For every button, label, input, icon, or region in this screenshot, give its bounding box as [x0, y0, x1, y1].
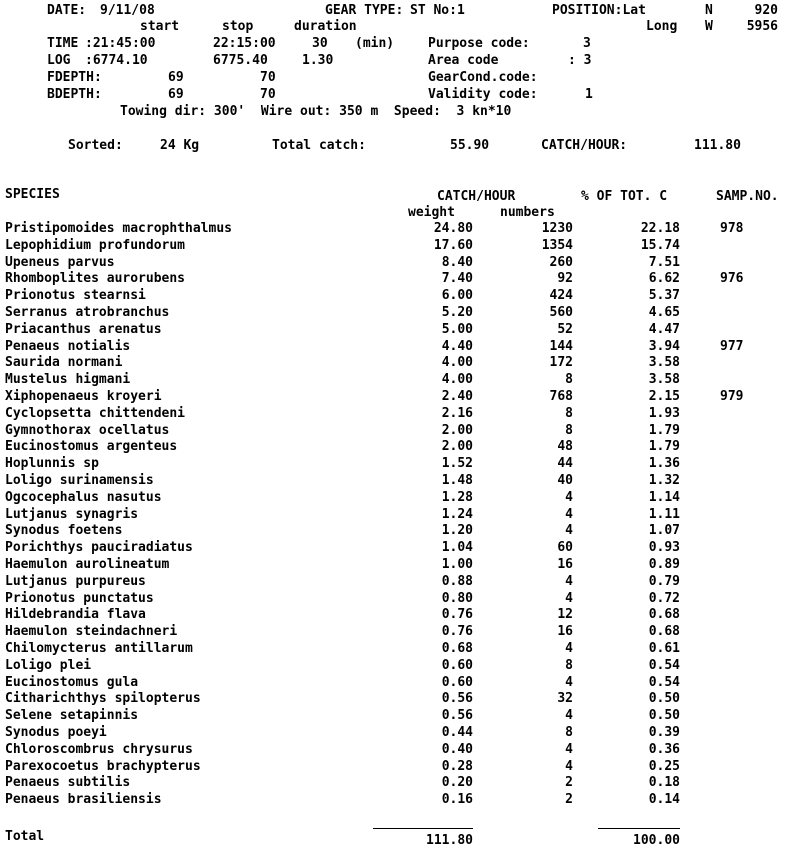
weight-header: weight: [408, 205, 455, 220]
weight-value: 0.60: [441, 675, 473, 690]
percent-value: 2.15: [648, 389, 680, 404]
weight-value: 2.00: [441, 439, 473, 454]
fdepth-stop: 70: [260, 70, 276, 85]
species-name: Haemulon aurolineatum: [5, 557, 170, 572]
percent-value: 0.61: [648, 641, 680, 656]
percent-value: 1.79: [648, 423, 680, 438]
percent-value: 0.89: [648, 557, 680, 572]
date-label: DATE:: [47, 3, 87, 18]
species-name: Mustelus higmani: [5, 372, 131, 387]
species-name: Porichthys pauciradiatus: [5, 540, 193, 555]
total-percent: 100.00: [633, 833, 680, 848]
species-name: Rhomboplites aurorubens: [5, 271, 186, 286]
percent-value: 1.36: [648, 456, 680, 471]
percent-value: 5.37: [648, 288, 680, 303]
percent-value: 0.68: [648, 607, 680, 622]
species-name: Synodus foetens: [5, 523, 123, 538]
species-name: Prionotus punctatus: [5, 591, 154, 606]
percent-value: 6.62: [648, 271, 680, 286]
weight-value: 1.04: [441, 540, 473, 555]
weight-value: 0.76: [441, 624, 473, 639]
towing-line: Towing dir: 300' Wire out: 350 m Speed: 3 kn*10: [120, 104, 512, 119]
weight-value: 0.76: [441, 607, 473, 622]
numbers-value: 32: [557, 691, 573, 706]
percent-value: 3.94: [648, 339, 680, 354]
weight-value: 24.80: [433, 221, 473, 236]
species-name: Loligo surinamensis: [5, 473, 154, 488]
sorted-label: Sorted:: [68, 138, 123, 153]
log-stop: 6775.40: [213, 53, 268, 68]
weight-value: 2.40: [441, 389, 473, 404]
weight-value: 0.40: [441, 742, 473, 757]
numbers-value: 16: [557, 624, 573, 639]
weight-total-rule: [373, 828, 473, 829]
species-name: Lepophidium profundorum: [5, 238, 186, 253]
time-duration: 30: [312, 36, 328, 51]
numbers-value: 4: [565, 507, 573, 522]
numbers-value: 2: [565, 792, 573, 807]
gear-value: ST No:1: [410, 3, 465, 18]
percent-value: 0.79: [648, 574, 680, 589]
numbers-value: 16: [557, 557, 573, 572]
numbers-value: 44: [557, 456, 573, 471]
bdepth-start: 69: [168, 87, 184, 102]
numbers-value: 144: [549, 339, 573, 354]
species-name: Upeneus parvus: [5, 255, 115, 270]
species-name: Synodus poeyi: [5, 725, 107, 740]
percent-total-rule: [598, 828, 680, 829]
species-name: Saurida normani: [5, 355, 123, 370]
species-name: Cyclopsetta chittendeni: [5, 406, 186, 421]
weight-value: 1.20: [441, 523, 473, 538]
total-catch-value: 55.90: [450, 138, 490, 153]
species-name: Penaeus subtilis: [5, 775, 131, 790]
weight-value: 6.00: [441, 288, 473, 303]
percent-value: 1.32: [648, 473, 680, 488]
percent-value: 1.93: [648, 406, 680, 421]
numbers-value: 12: [557, 607, 573, 622]
percent-value: 0.25: [648, 759, 680, 774]
species-name: Ogcocephalus nasutus: [5, 490, 162, 505]
weight-value: 1.28: [441, 490, 473, 505]
numbers-value: 4: [565, 742, 573, 757]
numbers-value: 8: [565, 423, 573, 438]
percent-value: 22.18: [640, 221, 680, 236]
sample-number: 978: [720, 221, 744, 236]
weight-value: 4.00: [441, 355, 473, 370]
long-value: 5956: [746, 19, 778, 34]
gearcond-label: GearCond.code:: [428, 70, 538, 85]
numbers-value: 60: [557, 540, 573, 555]
col-duration-label: duration: [294, 19, 357, 34]
percent-value: 1.79: [648, 439, 680, 454]
weight-value: 2.16: [441, 406, 473, 421]
percent-value: 3.58: [648, 372, 680, 387]
percent-value: 3.58: [648, 355, 680, 370]
percent-value: 0.36: [648, 742, 680, 757]
species-name: Gymnothorax ocellatus: [5, 423, 170, 438]
weight-value: 1.24: [441, 507, 473, 522]
sample-number: 976: [720, 271, 744, 286]
fdepth-label: FDEPTH:: [47, 70, 102, 85]
weight-value: 0.28: [441, 759, 473, 774]
numbers-value: 1354: [541, 238, 573, 253]
weight-value: 1.48: [441, 473, 473, 488]
numbers-value: 8: [565, 372, 573, 387]
purpose-label: Purpose code:: [428, 36, 530, 51]
numbers-value: 260: [549, 255, 573, 270]
species-name: Parexocoetus brachypterus: [5, 759, 201, 774]
numbers-value: 768: [549, 389, 573, 404]
percent-value: 0.54: [648, 675, 680, 690]
long-label: Long: [646, 19, 678, 34]
percent-value: 0.54: [648, 658, 680, 673]
numbers-value: 4: [565, 708, 573, 723]
species-name: Citharichthys spilopterus: [5, 691, 201, 706]
col-start-label: start: [140, 19, 180, 34]
species-name: Lutjanus synagris: [5, 507, 139, 522]
log-duration: 1.30: [302, 53, 334, 68]
purpose-value: 3: [583, 36, 591, 51]
log-start: :6774.10: [85, 53, 148, 68]
species-name: Pristipomoides macrophthalmus: [5, 221, 232, 236]
weight-value: 1.52: [441, 456, 473, 471]
position-label: POSITION:Lat: [552, 3, 646, 18]
weight-value: 5.20: [441, 305, 473, 320]
numbers-value: 48: [557, 439, 573, 454]
area-label: Area code: [428, 53, 499, 68]
lat-dir: N: [705, 3, 713, 18]
total-catch-label: Total catch:: [272, 138, 366, 153]
species-name: Hildebrandia flava: [5, 607, 146, 622]
col-stop-label: stop: [222, 19, 254, 34]
percent-value: 0.50: [648, 708, 680, 723]
percent-value: 1.11: [648, 507, 680, 522]
percent-value: 0.18: [648, 775, 680, 790]
percent-value: 15.74: [640, 238, 680, 253]
catch-per-hour-header: CATCH/HOUR: [437, 189, 516, 204]
sample-number-header: SAMP.NO.: [716, 189, 779, 204]
percent-value: 0.68: [648, 624, 680, 639]
numbers-value: 8: [565, 658, 573, 673]
percent-value: 4.65: [648, 305, 680, 320]
numbers-value: 40: [557, 473, 573, 488]
weight-value: 8.40: [441, 255, 473, 270]
species-name: Penaeus brasiliensis: [5, 792, 162, 807]
long-dir: W: [705, 19, 713, 34]
numbers-value: 8: [565, 406, 573, 421]
weight-value: 2.00: [441, 423, 473, 438]
species-name: Hoplunnis sp: [5, 456, 99, 471]
time-unit: (min): [355, 36, 395, 51]
percent-value: 0.39: [648, 725, 680, 740]
total-weight: 111.80: [426, 833, 473, 848]
weight-value: 0.80: [441, 591, 473, 606]
validity-value: 1: [585, 87, 593, 102]
numbers-value: 424: [549, 288, 573, 303]
percent-total-header: % OF TOT. C: [581, 189, 668, 204]
weight-value: 7.40: [441, 271, 473, 286]
weight-value: 0.68: [441, 641, 473, 656]
numbers-value: 4: [565, 591, 573, 606]
species-column-header: SPECIES: [5, 187, 60, 202]
percent-value: 1.07: [648, 523, 680, 538]
species-name: Eucinostomus argenteus: [5, 439, 178, 454]
weight-value: 0.56: [441, 708, 473, 723]
fdepth-start: 69: [168, 70, 184, 85]
numbers-header: numbers: [500, 205, 555, 220]
sorted-value: 24 Kg: [160, 138, 200, 153]
numbers-value: 4: [565, 490, 573, 505]
weight-value: 4.00: [441, 372, 473, 387]
percent-value: 0.50: [648, 691, 680, 706]
sample-number: 979: [720, 389, 744, 404]
time-label: TIME: [47, 36, 79, 51]
numbers-value: 172: [549, 355, 573, 370]
weight-value: 0.44: [441, 725, 473, 740]
numbers-value: 8: [565, 725, 573, 740]
date-value: 9/11/08: [100, 3, 155, 18]
numbers-value: 92: [557, 271, 573, 286]
species-name: Lutjanus purpureus: [5, 574, 146, 589]
weight-value: 0.16: [441, 792, 473, 807]
species-name: Haemulon steindachneri: [5, 624, 178, 639]
catch-per-hour-label: CATCH/HOUR:: [541, 138, 628, 153]
percent-value: 0.72: [648, 591, 680, 606]
numbers-value: 2: [565, 775, 573, 790]
numbers-value: 52: [557, 322, 573, 337]
time-stop: 22:15:00: [213, 36, 276, 51]
bdepth-stop: 70: [260, 87, 276, 102]
species-name: Chilomycterus antillarum: [5, 641, 193, 656]
validity-label: Validity code:: [428, 87, 538, 102]
percent-value: 7.51: [648, 255, 680, 270]
weight-value: 1.00: [441, 557, 473, 572]
percent-value: 1.14: [648, 490, 680, 505]
weight-value: 4.40: [441, 339, 473, 354]
catch-per-hour-value: 111.80: [694, 138, 741, 153]
total-label: Total: [5, 829, 45, 844]
gear-label: GEAR TYPE:: [325, 3, 404, 18]
weight-value: 0.88: [441, 574, 473, 589]
numbers-value: 560: [549, 305, 573, 320]
weight-value: 0.60: [441, 658, 473, 673]
numbers-value: 1230: [541, 221, 573, 236]
species-name: Loligo plei: [5, 658, 92, 673]
species-name: Priacanthus arenatus: [5, 322, 162, 337]
numbers-value: 4: [565, 675, 573, 690]
weight-value: 0.56: [441, 691, 473, 706]
lat-value: 920: [754, 3, 778, 18]
percent-value: 4.47: [648, 322, 680, 337]
species-name: Prionotus stearnsi: [5, 288, 146, 303]
time-start: :21:45:00: [85, 36, 156, 51]
numbers-value: 4: [565, 574, 573, 589]
weight-value: 0.20: [441, 775, 473, 790]
species-name: Penaeus notialis: [5, 339, 131, 354]
species-name: Selene setapinnis: [5, 708, 139, 723]
percent-value: 0.14: [648, 792, 680, 807]
weight-value: 5.00: [441, 322, 473, 337]
bdepth-label: BDEPTH:: [47, 87, 102, 102]
weight-value: 17.60: [433, 238, 473, 253]
species-name: Chloroscombrus chrysurus: [5, 742, 193, 757]
numbers-value: 4: [565, 523, 573, 538]
log-label: LOG: [47, 53, 71, 68]
area-value: : 3: [568, 53, 592, 68]
sample-number: 977: [720, 339, 744, 354]
species-name: Serranus atrobranchus: [5, 305, 170, 320]
percent-value: 0.93: [648, 540, 680, 555]
numbers-value: 4: [565, 759, 573, 774]
species-name: Eucinostomus gula: [5, 675, 139, 690]
numbers-value: 4: [565, 641, 573, 656]
species-name: Xiphopenaeus kroyeri: [5, 389, 162, 404]
